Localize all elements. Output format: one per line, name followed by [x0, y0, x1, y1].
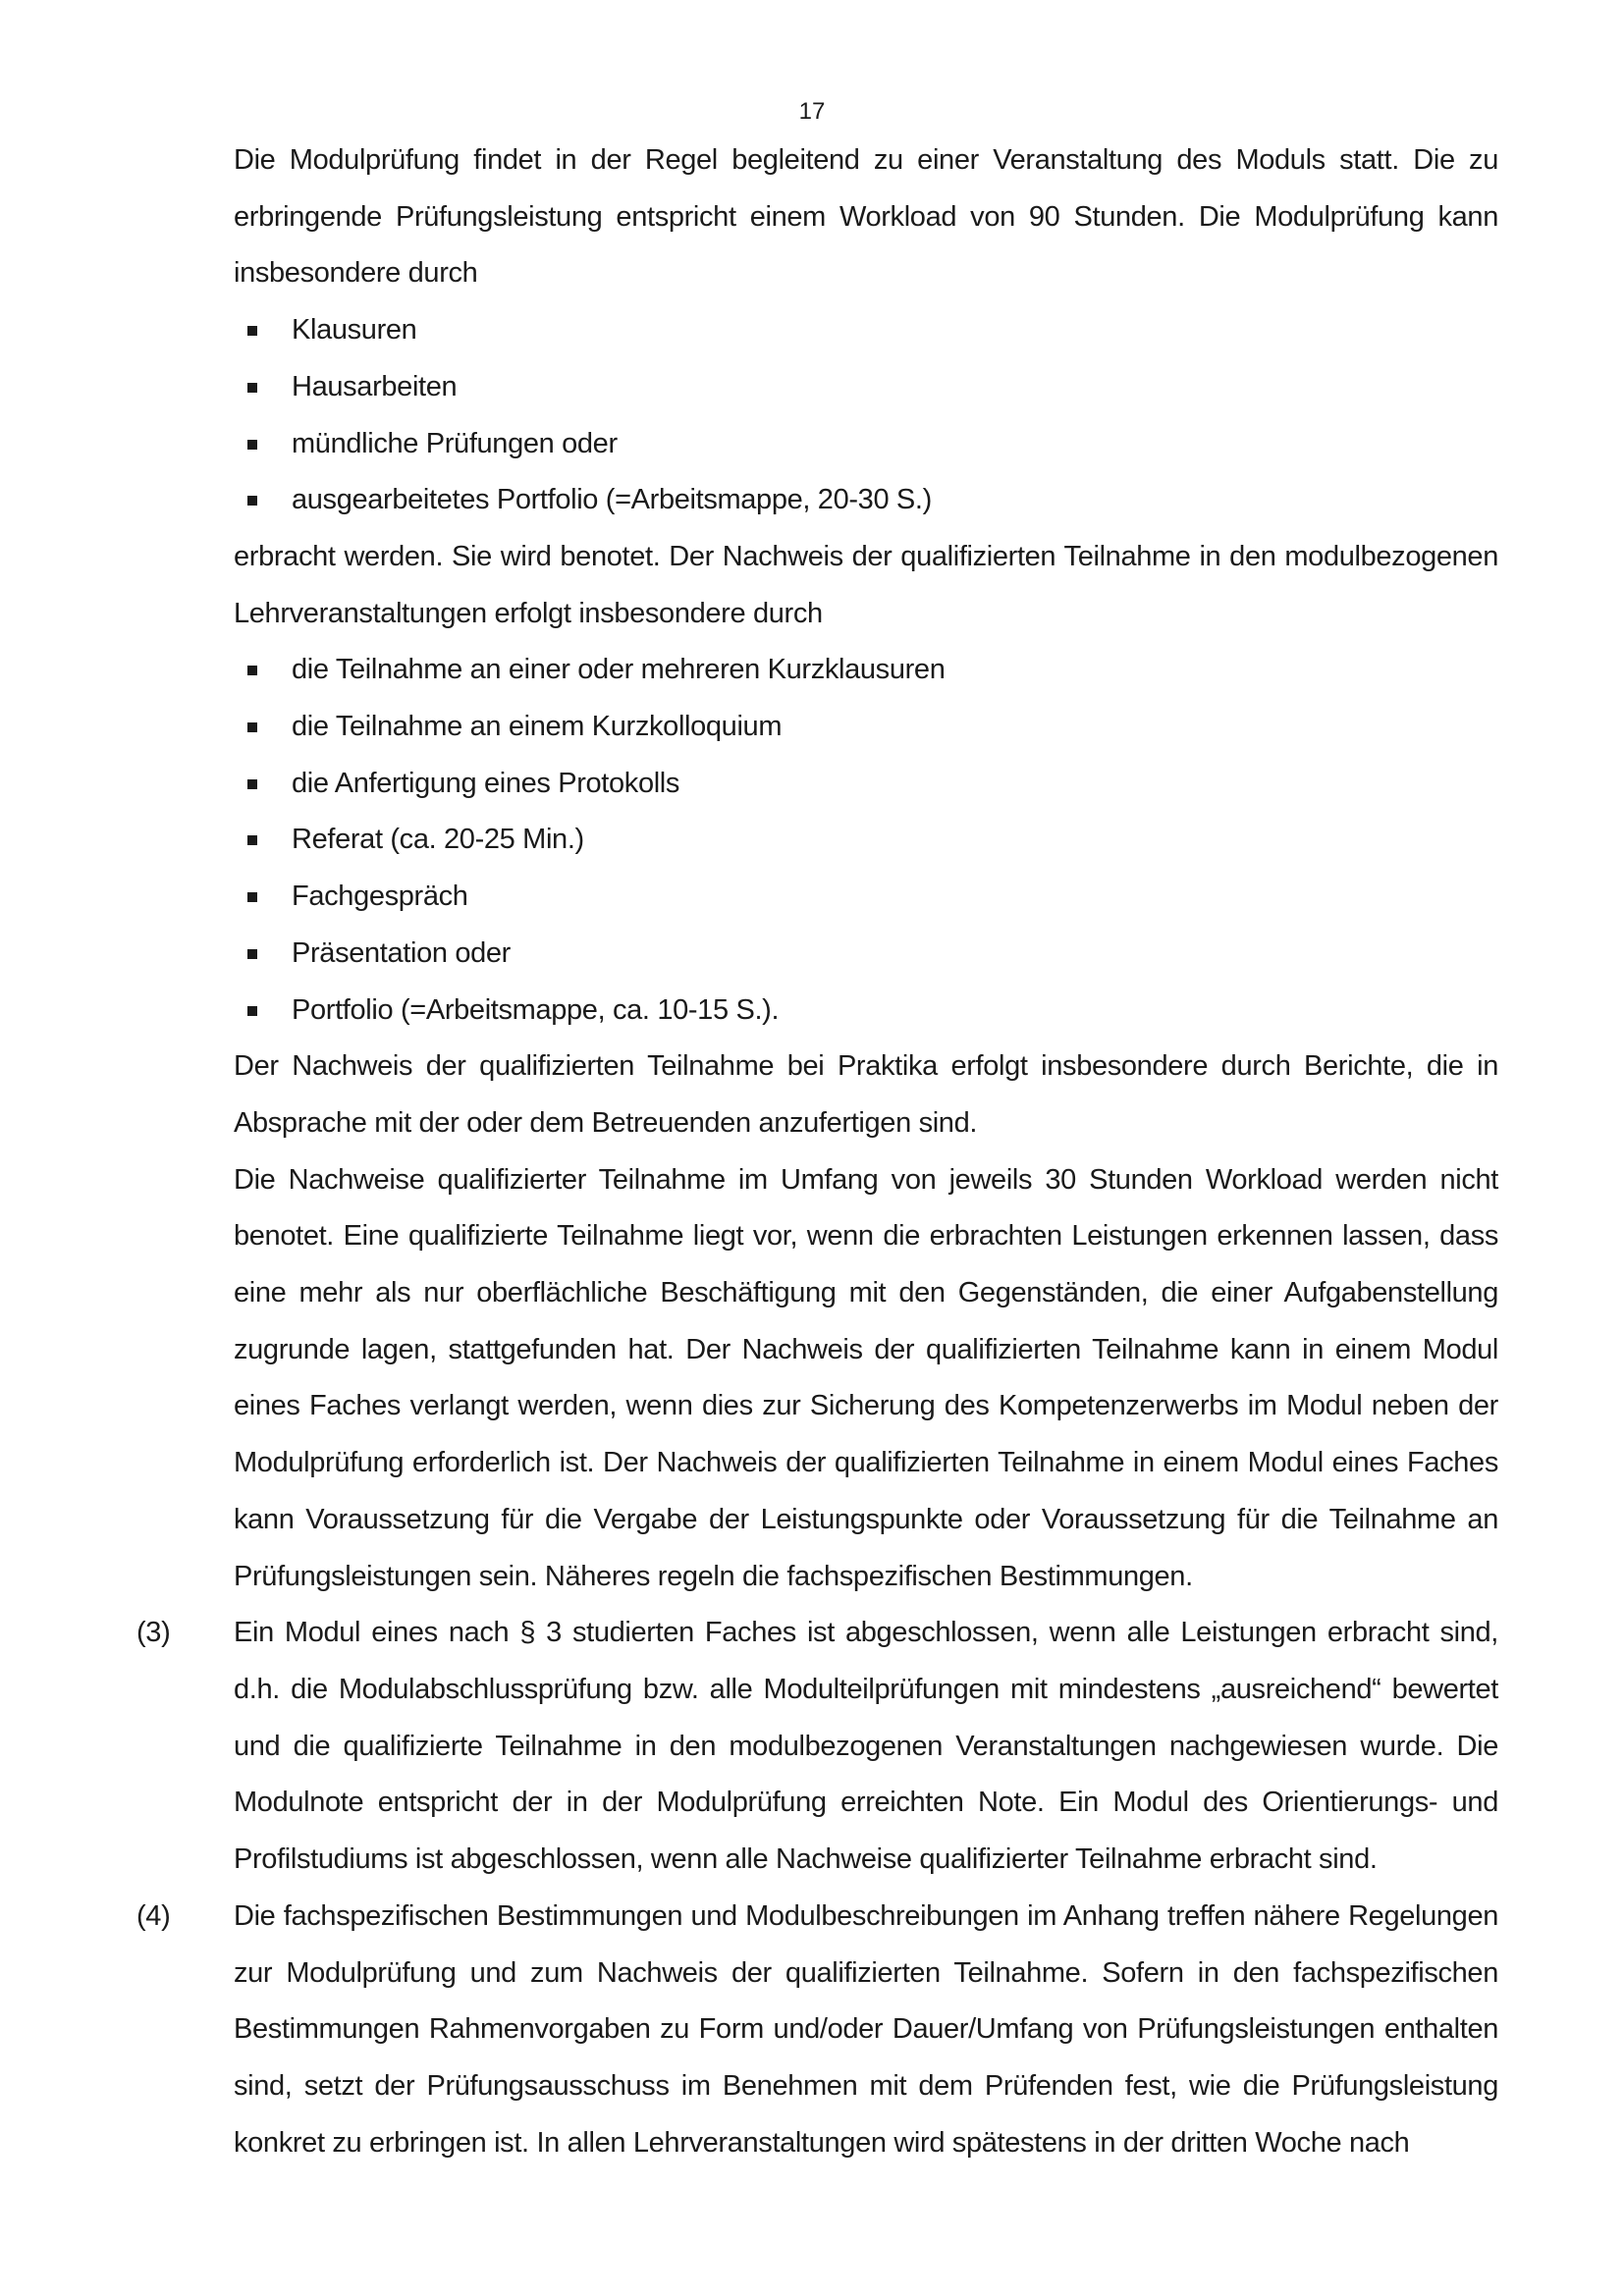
participation-forms-list: [234, 642, 1498, 1039]
list-item: die Teilnahme an einem Kurzkolloquium: [234, 699, 1498, 756]
section-number: (3): [136, 1617, 171, 1649]
section-4: [136, 1889, 1498, 2172]
list-item: Hausarbeiten: [234, 359, 1498, 416]
section-3: [136, 1605, 1498, 1889]
intro-paragraph: Die Modulprüfung findet in der Regel begleitend zu einer Veranstaltung des Moduls statt. Die zu erbringende Prüfungsleistung entspricht einem Workload von 90 Stunden. Die Modulprüfung kann insbesondere durch: [234, 144, 1498, 290]
list-item: die Teilnahme an einer oder mehreren Kurzklausuren: [234, 642, 1498, 699]
page-number: 17: [798, 98, 826, 125]
section-text: Ein Modul eines nach § 3 studierten Faches ist abgeschlossen, wenn alle Leistungen erbracht sind, d.h. die Modulabschlussprüfung bzw. alle Modulteilprüfungen mit mindestens „ausreichend“ bewertet und die qualifizierte Teilnahme in den modulbezogenen Veranstaltungen nachgewiesen wurde. Die Modulnote entspricht der in der Modulprüfung erreichten Note. Ein Modul des Orientierungs- und Profilstudiums ist abgeschlossen, wenn alle Nachweise qualifizierter Teilnahme erbracht sind.: [234, 1617, 1498, 1876]
grading-paragraph: Die Nachweise qualifizierter Teilnahme im Umfang von jeweils 30 Stunden Workload werden nicht benotet. Eine qualifizierte Teilnahme liegt vor, wenn die erbrachten Leistungen erkennen lassen, dass eine mehr als nur oberflächliche Beschäftigung mit den Gegenständen, die einer Aufgabenstellung zugrunde lagen, stattgefunden hat. Der Nachweis der qualifizierten Teilnahme kann in einem Modul eines Faches verlangt werden, wenn dies zur Sicherung des Kompetenzerwerbs im Modul neben der Modulprüfung erforderlich ist. Der Nachweis der qualifizierten Teilnahme in einem Modul eines Faches kann Voraussetzung für die Vergabe der Leistungspunkte oder Voraussetzung für die Teilnahme an Prüfungsleistungen sein. Näheres regeln die fachspezifischen Bestimmungen.: [234, 1163, 1498, 1592]
internships-paragraph: Der Nachweis der qualifizierten Teilnahme bei Praktika erfolgt insbesondere durch Berichte, die in Absprache mit der oder dem Betreuenden anzufertigen sind.: [234, 1050, 1498, 1139]
document-body: [136, 133, 1498, 2171]
list-item: Referat (ca. 20-25 Min.): [234, 812, 1498, 869]
exam-forms-list: [234, 302, 1498, 529]
list-item: die Anfertigung eines Protokolls: [234, 756, 1498, 813]
list-item: ausgearbeitetes Portfolio (=Arbeitsmappe, 20-30 S.): [234, 472, 1498, 529]
qualified-participation-paragraph: erbracht werden. Sie wird benotet. Der Nachweis der qualifizierten Teilnahme in den modulbezogenen Lehrveranstaltungen erfolgt insbesondere durch: [234, 540, 1498, 629]
list-item: Fachgespräch: [234, 869, 1498, 926]
section-text: Die fachspezifischen Bestimmungen und Modulbeschreibungen im Anhang treffen nähere Regelungen zur Modulprüfung und zum Nachweis der qualifizierten Teilnahme. Sofern in den fachspezifischen Bestimmungen Rahmenvorgaben zu Form und/oder Dauer/Umfang von Prüfungsleistungen enthalten sind, setzt der Prüfungsausschuss im Benehmen mit dem Prüfenden fest, wie die Prüfungsleistung konkret zu erbringen ist. In allen Lehrveranstaltungen wird spätestens in der dritten Woche nach: [234, 1899, 1498, 2159]
list-item: mündliche Prüfungen oder: [234, 416, 1498, 473]
list-item: Präsentation oder: [234, 926, 1498, 983]
section-number: (4): [136, 1899, 171, 1932]
list-item: Portfolio (=Arbeitsmappe, ca. 10-15 S.).: [234, 983, 1498, 1040]
list-item: Klausuren: [234, 302, 1498, 359]
